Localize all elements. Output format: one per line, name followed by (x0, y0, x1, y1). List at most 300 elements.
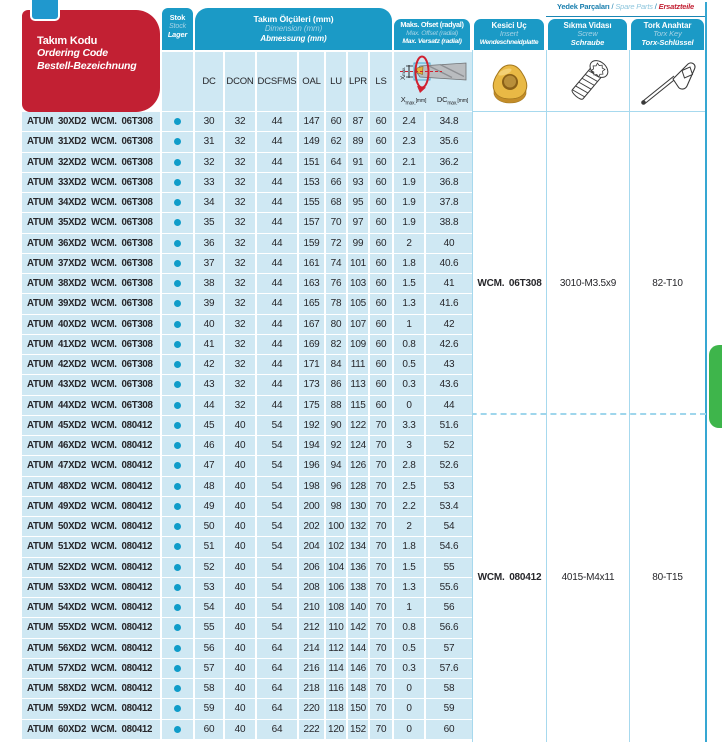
row-dc: 47 (195, 456, 225, 476)
row-ls: 60 (370, 315, 394, 335)
row-lpr: 105 (348, 294, 370, 314)
row-oal: 222 (299, 720, 326, 740)
screw-tr: Sıkma Vidası (563, 21, 612, 30)
row-lpr: 142 (348, 618, 370, 638)
torx-tr: Tork Anahtar (643, 21, 692, 30)
stock-dot-icon (174, 118, 181, 125)
table-row (22, 436, 472, 456)
stock-dot-cell (162, 639, 195, 659)
row-ls: 70 (370, 618, 394, 638)
row-lu: 110 (326, 618, 348, 638)
row-dcon: 40 (225, 558, 257, 578)
row-lu: 84 (326, 355, 348, 375)
row-dcon: 40 (225, 436, 257, 456)
row-dc: 49 (195, 497, 225, 517)
row-dcmax: 34.8 (426, 112, 472, 132)
stock-dot-cell (162, 517, 195, 537)
row-dcsfms: 44 (257, 315, 299, 335)
row-dcsfms: 44 (257, 153, 299, 173)
row-lu: 118 (326, 699, 348, 719)
row-ordering-code: ATUM 37XD2 WCM. 06T308 (22, 254, 162, 274)
row-ordering-code: ATUM 56XD2 WCM. 080412 (22, 639, 162, 659)
row-dcon: 32 (225, 294, 257, 314)
offset-sublabels (394, 95, 472, 107)
section-side-tab (709, 345, 722, 428)
row-dcon: 40 (225, 699, 257, 719)
row-dc: 32 (195, 153, 225, 173)
row-ls: 60 (370, 396, 394, 416)
row-ordering-code: ATUM 31XD2 WCM. 06T308 (22, 132, 162, 152)
row-lpr: 150 (348, 699, 370, 719)
stock-dot-icon (174, 442, 181, 449)
row-xmax: 0.3 (394, 659, 426, 679)
row-lpr: 148 (348, 679, 370, 699)
row-dcsfms: 64 (257, 720, 299, 740)
row-dcmax: 58 (426, 679, 472, 699)
row-lpr: 132 (348, 517, 370, 537)
row-ls: 70 (370, 477, 394, 497)
row-dcon: 32 (225, 153, 257, 173)
row-lu: 68 (326, 193, 348, 213)
row-lpr: 128 (348, 477, 370, 497)
stock-dot-cell (162, 720, 195, 740)
col-label-dcon: DCON (225, 52, 257, 111)
row-xmax: 0 (394, 679, 426, 699)
row-oal: 208 (299, 578, 326, 598)
row-dcon: 32 (225, 274, 257, 294)
row-dcon: 40 (225, 477, 257, 497)
insert-photo-icon (486, 59, 534, 105)
table-row (22, 193, 472, 213)
row-dc: 36 (195, 234, 225, 254)
row-xmax: 1.3 (394, 578, 426, 598)
group1-screw-code: 3010-M3.5x9 (559, 277, 617, 289)
row-dcmax: 41 (426, 274, 472, 294)
row-dcsfms: 44 (257, 375, 299, 395)
spare-parts-en: Spare Parts (615, 2, 653, 11)
row-oal: 155 (299, 193, 326, 213)
row-dcsfms: 44 (257, 355, 299, 375)
table-row (22, 234, 472, 254)
stock-dot-icon (174, 280, 181, 287)
row-ordering-code: ATUM 34XD2 WCM. 06T308 (22, 193, 162, 213)
row-dc: 56 (195, 639, 225, 659)
row-ls: 70 (370, 517, 394, 537)
row-xmax: 1.9 (394, 213, 426, 233)
row-dc: 38 (195, 274, 225, 294)
stock-en: Stock (168, 22, 186, 30)
row-lu: 88 (326, 396, 348, 416)
row-oal: 200 (299, 497, 326, 517)
stock-dot-icon (174, 523, 181, 530)
table-row (22, 598, 472, 618)
table-row (22, 213, 472, 233)
row-dcsfms: 54 (257, 436, 299, 456)
divider-line (472, 111, 705, 112)
row-xmax: 2.2 (394, 497, 426, 517)
row-dc: 40 (195, 315, 225, 335)
row-oal: 198 (299, 477, 326, 497)
row-ls: 70 (370, 558, 394, 578)
screw-en: Screw (577, 29, 598, 39)
row-dcmax: 53 (426, 477, 472, 497)
row-dc: 55 (195, 618, 225, 638)
row-lu: 66 (326, 173, 348, 193)
insert-en: Insert (499, 29, 519, 39)
row-ls: 60 (370, 132, 394, 152)
row-dcon: 40 (225, 598, 257, 618)
row-dc: 43 (195, 375, 225, 395)
dimensions-header (195, 8, 392, 50)
divider-line (629, 50, 630, 742)
row-dcon: 32 (225, 193, 257, 213)
stock-dot-cell (162, 699, 195, 719)
row-lu: 100 (326, 517, 348, 537)
row-oal: 212 (299, 618, 326, 638)
row-xmax: 2.1 (394, 153, 426, 173)
row-lu: 76 (326, 274, 348, 294)
stock-dot-icon (174, 604, 181, 611)
row-dc: 57 (195, 659, 225, 679)
stock-dot-cell (162, 213, 195, 233)
stock-dot-cell (162, 396, 195, 416)
screw-image-cell (548, 52, 628, 111)
row-dcsfms: 64 (257, 699, 299, 719)
row-ordering-code: ATUM 33XD2 WCM. 06T308 (22, 173, 162, 193)
row-dcmax: 40 (426, 234, 472, 254)
row-dcmax: 54 (426, 517, 472, 537)
radial-offset-diagram-icon (396, 53, 470, 95)
row-lpr: 126 (348, 456, 370, 476)
insert-tr: Kesici Uç (491, 21, 527, 30)
row-xmax: 2 (394, 517, 426, 537)
stock-dot-icon (174, 321, 181, 328)
row-oal: 173 (299, 375, 326, 395)
row-dcon: 32 (225, 315, 257, 335)
row-ordering-code: ATUM 40XD2 WCM. 06T308 (22, 315, 162, 335)
row-oal: 169 (299, 335, 326, 355)
row-oal: 175 (299, 396, 326, 416)
row-dcon: 40 (225, 639, 257, 659)
row-dcsfms: 44 (257, 335, 299, 355)
dims-en: Dimension (mm) (264, 24, 323, 34)
row-ordering-code: ATUM 35XD2 WCM. 06T308 (22, 213, 162, 233)
row-ordering-code: ATUM 30XD2 WCM. 06T308 (22, 112, 162, 132)
row-ordering-code: ATUM 53XD2 WCM. 080412 (22, 578, 162, 598)
table-row (22, 396, 472, 416)
row-lpr: 111 (348, 355, 370, 375)
insert-image-cell (474, 52, 545, 111)
row-xmax: 0 (394, 720, 426, 740)
row-ls: 60 (370, 193, 394, 213)
max-offset-header (394, 19, 470, 50)
row-dcon: 32 (225, 396, 257, 416)
row-lu: 120 (326, 720, 348, 740)
stock-dot-cell (162, 578, 195, 598)
screw-drawing-icon (562, 55, 614, 109)
ordering-code-header (22, 10, 160, 112)
table-row (22, 679, 472, 699)
row-lpr: 122 (348, 416, 370, 436)
row-lpr: 140 (348, 598, 370, 618)
row-dcsfms: 44 (257, 254, 299, 274)
stock-dot-icon (174, 240, 181, 247)
row-ls: 70 (370, 456, 394, 476)
group1-torx-code: 82-T10 (652, 277, 683, 289)
row-xmax: 2.8 (394, 456, 426, 476)
separator: / (654, 2, 657, 11)
stock-dot-cell (162, 335, 195, 355)
row-lpr: 152 (348, 720, 370, 740)
row-ls: 70 (370, 436, 394, 456)
row-dcmax: 53.4 (426, 497, 472, 517)
row-ordering-code: ATUM 32XD2 WCM. 06T308 (22, 153, 162, 173)
stock-dot-icon (174, 665, 181, 672)
row-dcsfms: 44 (257, 234, 299, 254)
row-ordering-code: ATUM 47XD2 WCM. 080412 (22, 456, 162, 476)
row-ls: 60 (370, 355, 394, 375)
row-dcmax: 40.6 (426, 254, 472, 274)
row-dc: 50 (195, 517, 225, 537)
offset-tr: Maks. Ofset (radyal) (400, 20, 464, 29)
row-dcsfms: 44 (257, 396, 299, 416)
row-lpr: 124 (348, 436, 370, 456)
row-dcon: 32 (225, 234, 257, 254)
row-dcsfms: 54 (257, 477, 299, 497)
stock-dot-icon (174, 361, 181, 368)
row-oal: 163 (299, 274, 326, 294)
row-dcmax: 57.6 (426, 659, 472, 679)
row-dcmax: 35.6 (426, 132, 472, 152)
row-lu: 80 (326, 315, 348, 335)
row-dcsfms: 54 (257, 578, 299, 598)
row-dcon: 40 (225, 456, 257, 476)
row-lpr: 136 (348, 558, 370, 578)
row-lpr: 89 (348, 132, 370, 152)
row-oal: 149 (299, 132, 326, 152)
row-xmax: 3 (394, 436, 426, 456)
row-lpr: 144 (348, 639, 370, 659)
row-dcsfms: 54 (257, 558, 299, 578)
row-ls: 60 (370, 254, 394, 274)
stock-dot-cell (162, 558, 195, 578)
row-lpr: 138 (348, 578, 370, 598)
row-lu: 104 (326, 558, 348, 578)
row-ls: 70 (370, 537, 394, 557)
ordering-code-de: Bestell-Bezeichnung (37, 60, 137, 73)
table-row (22, 578, 472, 598)
stock-dot-cell (162, 112, 195, 132)
row-ls: 60 (370, 153, 394, 173)
row-dcmax: 44 (426, 396, 472, 416)
row-dcon: 40 (225, 720, 257, 740)
row-lu: 74 (326, 254, 348, 274)
row-ls: 70 (370, 699, 394, 719)
row-ordering-code: ATUM 59XD2 WCM. 080412 (22, 699, 162, 719)
row-dcmax: 60 (426, 720, 472, 740)
dcmax-label: $DC_{max.}[mm]$ (436, 95, 469, 107)
torx-column-header (631, 19, 704, 50)
stock-dot-icon (174, 219, 181, 226)
row-ls: 70 (370, 659, 394, 679)
row-lu: 90 (326, 416, 348, 436)
stock-dot-cell (162, 537, 195, 557)
row-dcmax: 43 (426, 355, 472, 375)
row-oal: 194 (299, 436, 326, 456)
stock-subcell (162, 52, 195, 111)
row-ordering-code: ATUM 58XD2 WCM. 080412 (22, 679, 162, 699)
stock-dot-icon (174, 685, 181, 692)
spare-parts-de: Ersatzteile (658, 2, 694, 11)
stock-dot-cell (162, 254, 195, 274)
row-dc: 51 (195, 537, 225, 557)
col-label-lu: LU (326, 52, 348, 111)
stock-dot-icon (174, 422, 181, 429)
row-dc: 52 (195, 558, 225, 578)
row-ls: 60 (370, 274, 394, 294)
stock-dot-icon (174, 402, 181, 409)
row-dcsfms: 44 (257, 274, 299, 294)
table-row (22, 132, 472, 152)
torx-image-cell (631, 52, 704, 111)
row-dcmax: 41.6 (426, 294, 472, 314)
row-dcon: 40 (225, 659, 257, 679)
stock-dot-cell (162, 375, 195, 395)
row-dcsfms: 44 (257, 193, 299, 213)
stock-dot-icon (174, 300, 181, 307)
row-ls: 70 (370, 416, 394, 436)
row-ordering-code: ATUM 60XD2 WCM. 080412 (22, 720, 162, 740)
row-ordering-code: ATUM 57XD2 WCM. 080412 (22, 659, 162, 679)
row-lu: 98 (326, 497, 348, 517)
stock-de: Lager (167, 30, 188, 40)
row-dcsfms: 44 (257, 213, 299, 233)
row-xmax: 1.8 (394, 537, 426, 557)
row-lpr: 101 (348, 254, 370, 274)
row-dcmax: 56.6 (426, 618, 472, 638)
offset-de: Max. Versatz (radial) (402, 37, 462, 45)
xmax-label: $X_{max.}[mm]$ (400, 95, 427, 107)
stock-dot-icon (174, 381, 181, 388)
row-oal: 196 (299, 456, 326, 476)
table-row (22, 416, 472, 436)
row-ls: 70 (370, 578, 394, 598)
row-oal: 210 (299, 598, 326, 618)
row-ordering-code: ATUM 39XD2 WCM. 06T308 (22, 294, 162, 314)
row-dcon: 40 (225, 416, 257, 436)
stock-dot-icon (174, 645, 181, 652)
table-row (22, 254, 472, 274)
row-xmax: 2.4 (394, 112, 426, 132)
row-xmax: 2.5 (394, 477, 426, 497)
row-dc: 59 (195, 699, 225, 719)
stock-dot-icon (174, 260, 181, 267)
row-lpr: 107 (348, 315, 370, 335)
row-lu: 78 (326, 294, 348, 314)
row-lu: 62 (326, 132, 348, 152)
torx-de: Torx-Schlüssel (641, 38, 694, 48)
row-dcsfms: 64 (257, 639, 299, 659)
table-row (22, 335, 472, 355)
group1-insert-code: WCM. 06T308 (477, 277, 542, 289)
table-row (22, 112, 472, 132)
row-oal: 159 (299, 234, 326, 254)
col-label-oal: OAL (299, 52, 326, 111)
row-oal: 218 (299, 679, 326, 699)
table-row (22, 456, 472, 476)
row-dc: 31 (195, 132, 225, 152)
row-dcsfms: 54 (257, 598, 299, 618)
row-dcsfms: 44 (257, 173, 299, 193)
row-oal: 206 (299, 558, 326, 578)
stock-dot-cell (162, 315, 195, 335)
stock-dot-icon (174, 705, 181, 712)
stock-dot-icon (174, 483, 181, 490)
table-row (22, 294, 472, 314)
row-xmax: 1.9 (394, 173, 426, 193)
column-labels-row (162, 52, 472, 111)
table-row (22, 153, 472, 173)
row-lpr: 103 (348, 274, 370, 294)
row-xmax: 0 (394, 699, 426, 719)
row-xmax: 1.5 (394, 274, 426, 294)
row-ordering-code: ATUM 51XD2 WCM. 080412 (22, 537, 162, 557)
row-oal: 161 (299, 254, 326, 274)
stock-dot-icon (174, 726, 181, 733)
row-xmax: 2 (394, 234, 426, 254)
row-dcon: 40 (225, 679, 257, 699)
row-dc: 60 (195, 720, 225, 740)
row-dc: 34 (195, 193, 225, 213)
row-oal: 157 (299, 213, 326, 233)
row-xmax: 3.3 (394, 416, 426, 436)
spare-parts-tr: Yedek Parçaları (557, 2, 610, 11)
row-ls: 70 (370, 497, 394, 517)
table-row (22, 315, 472, 335)
row-lu: 96 (326, 477, 348, 497)
stock-dot-cell (162, 132, 195, 152)
group2-insert-code: WCM. 080412 (477, 571, 542, 583)
row-ls: 70 (370, 720, 394, 740)
stock-tr: Stok (169, 13, 186, 22)
row-lpr: 97 (348, 213, 370, 233)
dims-de: Abmessung (mm) (260, 34, 327, 44)
row-oal: 220 (299, 699, 326, 719)
row-dc: 42 (195, 355, 225, 375)
row-dcmax: 55.6 (426, 578, 472, 598)
row-oal: 216 (299, 659, 326, 679)
group2-torx-code: 80-T15 (652, 571, 683, 583)
table-row (22, 720, 472, 740)
row-dcon: 40 (225, 517, 257, 537)
row-xmax: 2.3 (394, 132, 426, 152)
table-row (22, 517, 472, 537)
screw-de: Schraube (570, 38, 605, 48)
row-ls: 60 (370, 173, 394, 193)
group2-screw-code: 4015-M4x11 (561, 571, 615, 583)
page-corner-tab (30, 0, 60, 21)
table-row (22, 375, 472, 395)
col-label-dc: DC (195, 52, 225, 111)
row-lu: 92 (326, 436, 348, 456)
stock-dot-icon (174, 159, 181, 166)
row-xmax: 1 (394, 315, 426, 335)
row-ordering-code: ATUM 45XD2 WCM. 080412 (22, 416, 162, 436)
row-lu: 112 (326, 639, 348, 659)
stock-dot-icon (174, 543, 181, 550)
table-row (22, 537, 472, 557)
row-lpr: 130 (348, 497, 370, 517)
